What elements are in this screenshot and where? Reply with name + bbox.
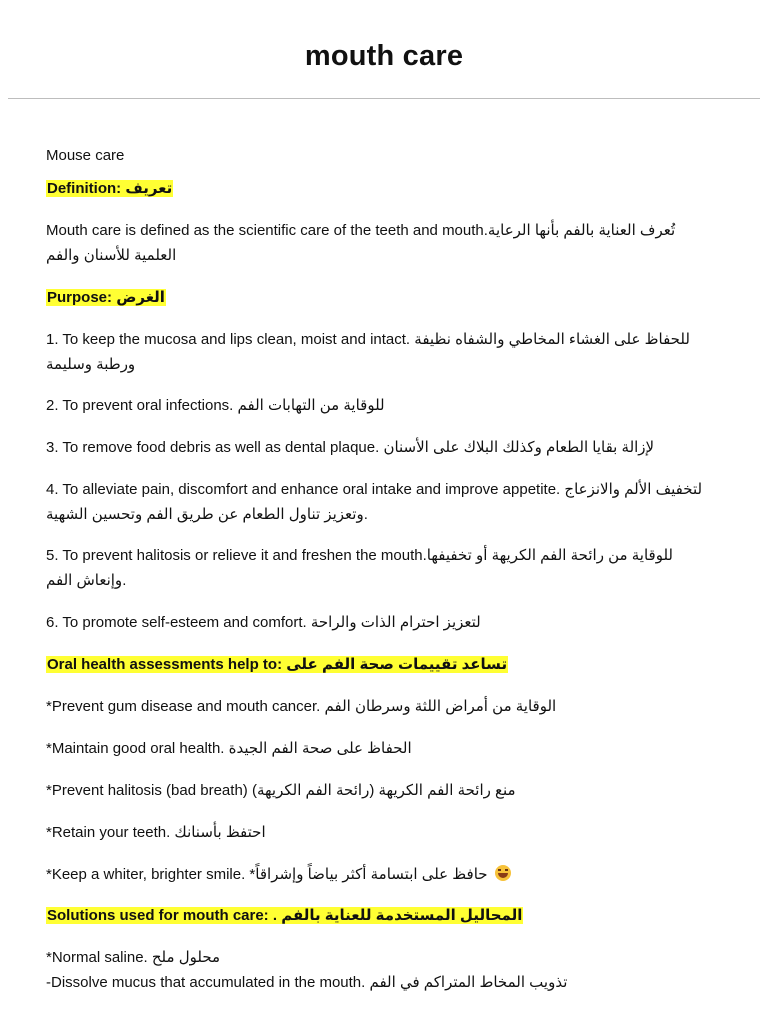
assessment-item-3: *Prevent halitosis (bad breath) (رائحة الفم الكريهة) منع رائحة الفم الكريهة bbox=[46, 782, 516, 799]
purpose-item-3: 3. To remove food debris as well as dental plaque. لإزالة بقايا الطعام وكذلك البلاك على الأسنان bbox=[46, 439, 655, 456]
purpose-heading: Purpose: الغرض bbox=[47, 289, 165, 306]
solutions-item-1: *Normal saline. محلول ملح bbox=[46, 949, 221, 966]
definition-heading: Definition: تعريف bbox=[47, 180, 173, 197]
solutions-heading: Solutions used for mouth care: . المحاليل المستخدمة للعناية بالفم bbox=[47, 907, 523, 924]
purpose-item-5: 5. To prevent halitosis or relieve it and freshen the mouth.للوقاية من رائحة الفم الكريهة أو تخفيفها وإنعاش الفم. bbox=[46, 547, 673, 589]
assessment-item-5: *Keep a whiter, brighter smile. *حافظ على ابتسامة أكثر بياضاً وإشراقاً bbox=[46, 866, 488, 883]
intro-text: Mouse care bbox=[46, 147, 125, 164]
solutions-item-2: -Dissolve mucus that accumulated in the mouth. تذويب المخاط المتراكم في الفم bbox=[46, 974, 568, 991]
purpose-item-4: 4. To alleviate pain, discomfort and enhance oral intake and improve appetite. لتخفيف الألم والانزعاج وتعزيز تناول الطعام عن طريق الفم وتحسين الشهية. bbox=[46, 481, 703, 523]
assessment-heading-row bbox=[46, 652, 718, 677]
assessment-item-4: *Retain your teeth. احتفظ بأسنانك bbox=[46, 824, 266, 841]
purpose-item-1: 1. To keep the mucosa and lips clean, moist and intact. للحفاظ على الغشاء المخاطي والشفاه نظيفة ورطبة وسليمة bbox=[46, 331, 690, 373]
assessment-heading: Oral health assessments help to: تساعد تقييمات صحة الفم على bbox=[47, 656, 508, 673]
purpose-heading-row bbox=[46, 285, 718, 310]
laughing-face-icon bbox=[495, 865, 511, 881]
page-title: mouth care bbox=[304, 40, 464, 72]
assessment-item-2: *Maintain good oral health. الحفاظ على صحة الفم الجيدة bbox=[46, 740, 412, 757]
solutions-heading-row bbox=[46, 903, 718, 928]
purpose-item-2: 2. To prevent oral infections. للوقاية من التهابات الفم bbox=[46, 397, 385, 414]
definition-text: Mouth care is defined as the scientific care of the teeth and mouth.تُعرف العناية بالفم بأنها الرعاية العلمية للأسنان والفم bbox=[46, 222, 676, 264]
definition-heading-row bbox=[46, 176, 718, 201]
assessment-item-1: *Prevent gum disease and mouth cancer. الوقاية من أمراض اللثة وسرطان الفم bbox=[46, 698, 557, 715]
assessment-item-5-row bbox=[46, 862, 718, 887]
purpose-item-6: 6. To promote self-esteem and comfort. لتعزيز احترام الذات والراحة bbox=[46, 614, 481, 631]
document-header bbox=[8, 0, 760, 99]
